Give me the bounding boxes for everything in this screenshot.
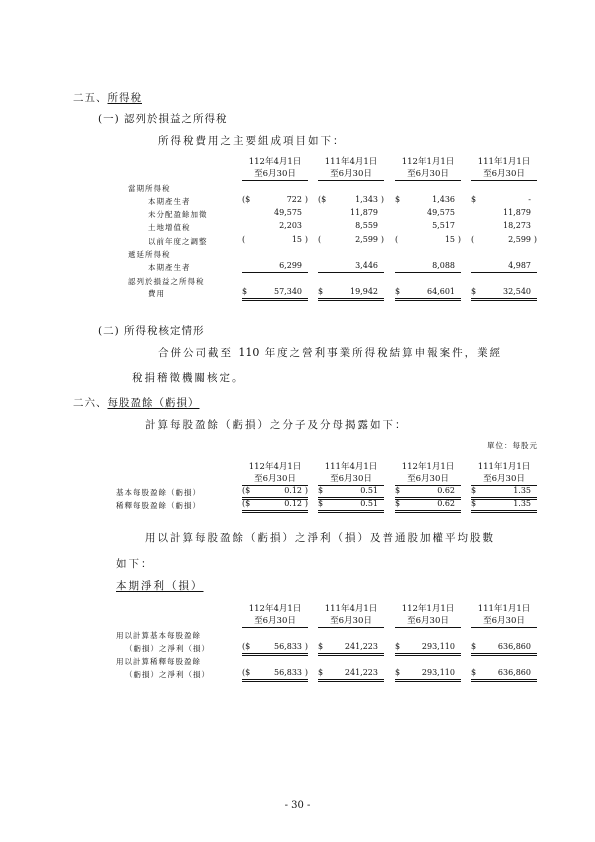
cell-prefix: (: [318, 235, 322, 244]
table-cell: [471, 260, 537, 273]
column-header: [242, 461, 308, 486]
cell-value: 636,860: [497, 642, 531, 651]
column-header-line2: 至6月30日: [318, 473, 384, 486]
table-cell: [242, 194, 308, 206]
table-cell: [318, 207, 384, 219]
column-header-line2: 至6月30日: [395, 615, 461, 628]
table-cell: [242, 207, 308, 219]
cell-prefix: $: [318, 287, 324, 296]
cell-value: 293,110: [421, 642, 455, 651]
cell-value: 1.35: [513, 499, 531, 508]
cell-value: 2,203: [279, 221, 302, 230]
cell-prefix: $: [395, 668, 401, 677]
cell-value: 636,860: [497, 668, 531, 677]
page-number: - 30 -: [284, 800, 311, 811]
cell-value: 49,575: [427, 208, 455, 217]
cell-suffix: ): [304, 499, 308, 508]
cell-prefix: ($: [242, 642, 251, 651]
cell-value: 0.62: [437, 486, 455, 495]
cell-value: 4,987: [508, 261, 531, 270]
column-header-line1: 111年1月1日: [477, 604, 531, 614]
row-label: 未分配盈餘加徵: [148, 210, 208, 219]
tax-assessment-paragraph-line1: [158, 345, 502, 360]
cell-value: 1,343: [355, 195, 378, 204]
column-header-line1: 111年1月1日: [477, 157, 531, 167]
cell-value: 241,223: [344, 668, 378, 677]
table-cell: [395, 220, 461, 232]
cell-suffix: ): [533, 235, 537, 244]
row-label: 稀釋每股盈餘（虧損）: [116, 501, 201, 510]
cell-prefix: $: [471, 642, 477, 651]
column-header-line1: 112年1月1日: [401, 462, 455, 472]
row-label: 當期所得稅: [128, 184, 171, 193]
eps-intro: 計算每股盈餘（虧損）之分子及分母揭露如下：: [145, 419, 408, 431]
cell-suffix: ): [304, 235, 308, 244]
row-label: 遞延所得稅: [128, 250, 171, 259]
cell-value: 8,088: [432, 261, 455, 270]
table-cell: [242, 498, 308, 513]
income-tax-intro: 所得稅費用之主要組成項目如下：: [158, 135, 346, 147]
column-header-line2: 至6月30日: [318, 615, 384, 628]
cell-value: 64,601: [427, 287, 455, 296]
table-cell: [242, 260, 308, 273]
cell-value: 19,942: [350, 287, 378, 296]
column-header-line1: 112年1月1日: [401, 157, 455, 167]
section-26-title: 每股盈餘（虧損）: [107, 397, 200, 409]
table-cell: [395, 194, 461, 206]
cell-suffix: ): [380, 195, 384, 204]
cell-prefix: $: [318, 642, 324, 651]
table-cell: [318, 194, 384, 206]
section-26-heading: [73, 395, 200, 410]
cell-value: 293,110: [421, 668, 455, 677]
cell-value: 6,299: [279, 261, 302, 270]
cell-value: 0.51: [360, 499, 378, 508]
cell-prefix: ($: [242, 486, 251, 495]
cell-value: 32,540: [503, 287, 531, 296]
cell-suffix: ): [304, 668, 308, 677]
row-label: （虧損）之淨利（損）: [125, 670, 210, 679]
column-header-line1: 111年4月1日: [324, 462, 378, 472]
cell-value: 15: [444, 235, 455, 244]
column-header-line2: 至6月30日: [242, 615, 308, 628]
cell-prefix: $: [471, 195, 477, 204]
column-header: [471, 156, 537, 181]
cell-value: 56,833: [274, 642, 302, 651]
column-header-line1: 112年4月1日: [248, 157, 302, 167]
table-cell: [318, 220, 384, 232]
column-header-line2: 至6月30日: [471, 168, 537, 181]
cell-value: 15: [291, 235, 302, 244]
tax-assessment-paragraph-line2: 稅捐稽徵機關核定。: [132, 372, 245, 384]
section-26-number: 二六、: [73, 397, 108, 409]
cell-prefix: (: [395, 235, 399, 244]
cell-prefix: $: [471, 287, 477, 296]
table-cell: [395, 667, 461, 682]
row-label: 用以計算稀釋每股盈餘: [116, 657, 201, 666]
column-header-line2: 至6月30日: [318, 168, 384, 181]
column-header-line2: 至6月30日: [395, 168, 461, 181]
cell-suffix: ): [457, 235, 461, 244]
table-cell: [471, 194, 537, 206]
cell-value: 57,340: [274, 287, 302, 296]
cell-value: 0.62: [437, 499, 455, 508]
cell-value: 0.12: [284, 499, 302, 508]
table-cell: [471, 220, 537, 232]
table-cell: [395, 498, 461, 513]
cell-prefix: $: [318, 486, 324, 495]
table-cell: [242, 234, 308, 246]
cell-suffix: ): [304, 486, 308, 495]
table-cell: [242, 286, 308, 301]
column-header: [395, 461, 461, 486]
row-label: 以前年度之調整: [148, 237, 208, 246]
para-year: 110: [238, 346, 260, 359]
cell-prefix: ($: [318, 195, 327, 204]
table-cell: [318, 234, 384, 246]
section-25-heading: [73, 90, 142, 105]
table-cell: [395, 207, 461, 219]
column-header: [395, 156, 461, 181]
cell-value: 2,599: [355, 235, 378, 244]
row-label: 基本每股盈餘（虧損）: [116, 488, 201, 497]
para-text-a: 合併公司截至: [158, 347, 233, 359]
table-cell: [395, 260, 461, 273]
subsection-income-tax-recognized: (一) 認列於損益之所得稅: [98, 113, 228, 125]
column-header: [471, 461, 537, 486]
section-25-number: 二五、: [73, 92, 108, 104]
table-cell: [395, 286, 461, 301]
column-header-line1: 111年1月1日: [477, 462, 531, 472]
table-cell: [471, 286, 537, 301]
column-header-line2: 至6月30日: [242, 473, 308, 486]
column-header-line1: 111年4月1日: [324, 604, 378, 614]
cell-value: 2,599: [508, 235, 531, 244]
table-cell: [471, 234, 537, 246]
cell-prefix: ($: [242, 499, 251, 508]
table-cell: [318, 260, 384, 273]
cell-prefix: $: [318, 668, 324, 677]
para-text-b: 年度之營利事業所得稅結算申報案件，業經: [264, 347, 503, 359]
column-header-line1: 111年4月1日: [324, 157, 378, 167]
cell-prefix: $: [395, 195, 401, 204]
net-income-subtitle: 本期淨利（損）: [116, 580, 204, 592]
net-income-intro-line2: 如下：: [116, 558, 154, 570]
cell-prefix: ($: [242, 195, 251, 204]
column-header-line1: 112年4月1日: [248, 462, 302, 472]
subsection-tax-assessment: (二) 所得稅核定情形: [98, 325, 205, 337]
cell-value: 11,879: [350, 208, 378, 217]
net-income-intro-line1: 用以計算每股盈餘（虧損）之淨利（損）及普通股加權平均股數: [145, 532, 495, 544]
cell-prefix: (: [242, 235, 246, 244]
cell-value: 18,273: [503, 221, 531, 230]
cell-value: 11,879: [503, 208, 531, 217]
row-label: 本期產生者: [148, 197, 191, 206]
cell-value: 49,575: [274, 208, 302, 217]
table-cell: [471, 207, 537, 219]
cell-value: 5,517: [432, 221, 455, 230]
cell-prefix: $: [471, 486, 477, 495]
row-label: 費用: [148, 289, 165, 298]
column-header: [395, 603, 461, 628]
row-label: 本期產生者: [148, 263, 191, 272]
row-label: 用以計算基本每股盈餘: [116, 631, 201, 640]
cell-value: 1,436: [432, 195, 455, 204]
unit-label: 單位：每股元: [487, 441, 538, 450]
cell-prefix: $: [395, 499, 401, 508]
column-header: [318, 461, 384, 486]
column-header-line1: 112年4月1日: [248, 604, 302, 614]
row-label: （虧損）之淨利（損）: [125, 644, 210, 653]
table-cell: [395, 641, 461, 656]
cell-prefix: $: [395, 486, 401, 495]
column-header-line2: 至6月30日: [471, 473, 537, 486]
column-header: [242, 603, 308, 628]
column-header: [318, 603, 384, 628]
row-label: 土地增值稅: [148, 223, 191, 232]
column-header: [471, 603, 537, 628]
table-cell: [242, 667, 308, 682]
table-cell: [471, 641, 537, 656]
row-label: 認列於損益之所得稅: [128, 277, 205, 286]
cell-value: 8,559: [355, 221, 378, 230]
cell-prefix: $: [242, 287, 248, 296]
cell-prefix: $: [395, 642, 401, 651]
table-cell: [471, 667, 537, 682]
cell-suffix: ): [304, 195, 308, 204]
cell-value: 241,223: [344, 642, 378, 651]
cell-prefix: ($: [242, 668, 251, 677]
table-cell: [395, 234, 461, 246]
cell-prefix: $: [471, 668, 477, 677]
table-cell: [471, 498, 537, 513]
table-cell: [242, 220, 308, 232]
cell-suffix: ): [304, 642, 308, 651]
cell-value: 1.35: [513, 486, 531, 495]
cell-value: 56,833: [274, 668, 302, 677]
table-cell: [318, 286, 384, 301]
column-header: [318, 156, 384, 181]
table-cell: [242, 641, 308, 656]
table-cell: [318, 498, 384, 513]
column-header: [242, 156, 308, 181]
cell-prefix: $: [471, 499, 477, 508]
column-header-line2: 至6月30日: [471, 615, 537, 628]
cell-value: 3,446: [355, 261, 378, 270]
cell-value: 0.51: [360, 486, 378, 495]
cell-value: -: [528, 195, 531, 204]
cell-prefix: $: [395, 287, 401, 296]
cell-value: 722: [286, 195, 302, 204]
table-cell: [318, 641, 384, 656]
cell-prefix: $: [318, 499, 324, 508]
cell-prefix: (: [471, 235, 475, 244]
cell-suffix: ): [380, 235, 384, 244]
section-25-title: 所得稅: [107, 92, 142, 104]
column-header-line2: 至6月30日: [242, 168, 308, 181]
cell-value: 0.12: [284, 486, 302, 495]
column-header-line1: 112年1月1日: [401, 604, 455, 614]
column-header-line2: 至6月30日: [395, 473, 461, 486]
table-cell: [318, 667, 384, 682]
